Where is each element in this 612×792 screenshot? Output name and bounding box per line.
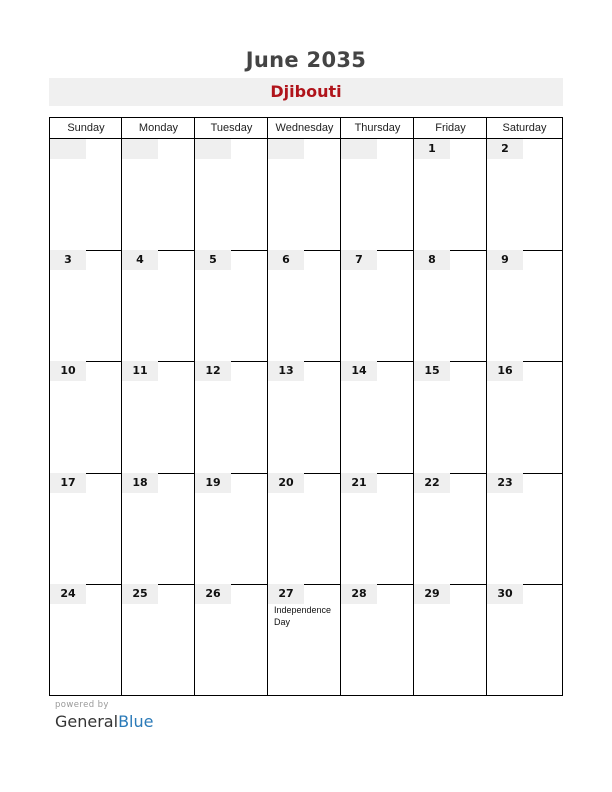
day-number: 19	[205, 476, 221, 489]
day-number: 25	[132, 587, 148, 600]
day-number: 20	[278, 476, 294, 489]
weekday-header-friday: Friday	[435, 122, 466, 134]
day-cell[interactable]	[195, 584, 267, 695]
day-number: 4	[136, 253, 144, 266]
empty-day-cell	[122, 139, 194, 250]
day-number: 13	[278, 364, 294, 377]
day-number-badge	[268, 139, 304, 159]
day-number: 10	[60, 364, 76, 377]
day-cell[interactable]	[195, 250, 267, 361]
day-number-badge	[195, 139, 231, 159]
day-cell[interactable]	[341, 584, 413, 695]
day-number: 27	[278, 587, 294, 600]
day-cell[interactable]	[414, 250, 486, 361]
day-cell[interactable]	[487, 473, 561, 584]
country-name: Djibouti	[270, 82, 342, 101]
day-number: 12	[205, 364, 221, 377]
day-cell[interactable]	[268, 473, 340, 584]
day-cell[interactable]	[414, 584, 486, 695]
day-number: 14	[351, 364, 367, 377]
empty-day-cell	[195, 139, 267, 250]
empty-day-cell	[268, 139, 340, 250]
day-cell[interactable]	[122, 361, 194, 472]
day-number: 16	[497, 364, 513, 377]
footer	[55, 700, 153, 731]
day-cell[interactable]	[341, 473, 413, 584]
powered-by-text: powered by	[55, 700, 109, 710]
weekday-header-monday: Monday	[138, 122, 179, 134]
weekday-header-wednesday: Wednesday	[275, 122, 334, 134]
day-number: 18	[132, 476, 148, 489]
weekday-header-saturday: Saturday	[502, 122, 547, 134]
day-cell[interactable]	[341, 250, 413, 361]
day-number: 2	[501, 142, 509, 155]
calendar-grid	[49, 117, 563, 696]
country-banner	[49, 78, 563, 106]
weekday-header-sunday: Sunday	[67, 122, 105, 134]
day-number: 6	[282, 253, 290, 266]
day-cell[interactable]	[268, 250, 340, 361]
day-cell[interactable]	[414, 361, 486, 472]
weekday-header-tuesday: Tuesday	[210, 122, 253, 134]
day-number: 11	[132, 364, 148, 377]
day-number: 5	[209, 253, 217, 266]
day-cell[interactable]	[268, 361, 340, 472]
day-cell[interactable]	[487, 250, 561, 361]
weekday-header-thursday: Thursday	[354, 122, 401, 134]
day-cell[interactable]	[487, 584, 561, 695]
day-number: 29	[424, 587, 440, 600]
day-number: 15	[424, 364, 440, 377]
brand-general-text: General	[55, 712, 119, 731]
day-number: 8	[428, 253, 436, 266]
day-cell[interactable]	[195, 473, 267, 584]
day-cell[interactable]	[487, 361, 561, 472]
day-number-badge	[50, 139, 86, 159]
day-cell[interactable]	[414, 139, 486, 250]
day-cell[interactable]	[268, 584, 340, 695]
day-number: 24	[60, 587, 76, 600]
day-cell[interactable]	[50, 584, 121, 695]
day-number: 1	[428, 142, 436, 155]
day-cell[interactable]	[50, 473, 121, 584]
day-cell[interactable]	[414, 473, 486, 584]
day-number: 22	[424, 476, 440, 489]
day-cell[interactable]	[341, 361, 413, 472]
day-cell[interactable]	[50, 361, 121, 472]
day-number: 21	[351, 476, 367, 489]
calendar-title: June 2035	[245, 48, 367, 72]
day-number: 26	[205, 587, 221, 600]
day-cell[interactable]	[487, 139, 561, 250]
day-cell[interactable]	[195, 361, 267, 472]
day-number: 3	[64, 253, 72, 266]
day-number: 17	[60, 476, 76, 489]
day-number: 7	[355, 253, 363, 266]
generalblue-logo[interactable]	[55, 712, 153, 731]
day-number-badge	[122, 139, 158, 159]
day-number-badge	[341, 139, 377, 159]
day-number: 9	[501, 253, 509, 266]
day-cell[interactable]	[122, 473, 194, 584]
day-cell[interactable]	[122, 584, 194, 695]
empty-day-cell	[50, 139, 121, 250]
day-number: 28	[351, 587, 367, 600]
day-cell[interactable]	[50, 250, 121, 361]
day-cell[interactable]	[122, 250, 194, 361]
day-number: 23	[497, 476, 513, 489]
empty-day-cell	[341, 139, 413, 250]
day-number: 30	[497, 587, 513, 600]
brand-blue-text: Blue	[118, 712, 154, 731]
holiday-event: Independence Day	[274, 605, 332, 627]
